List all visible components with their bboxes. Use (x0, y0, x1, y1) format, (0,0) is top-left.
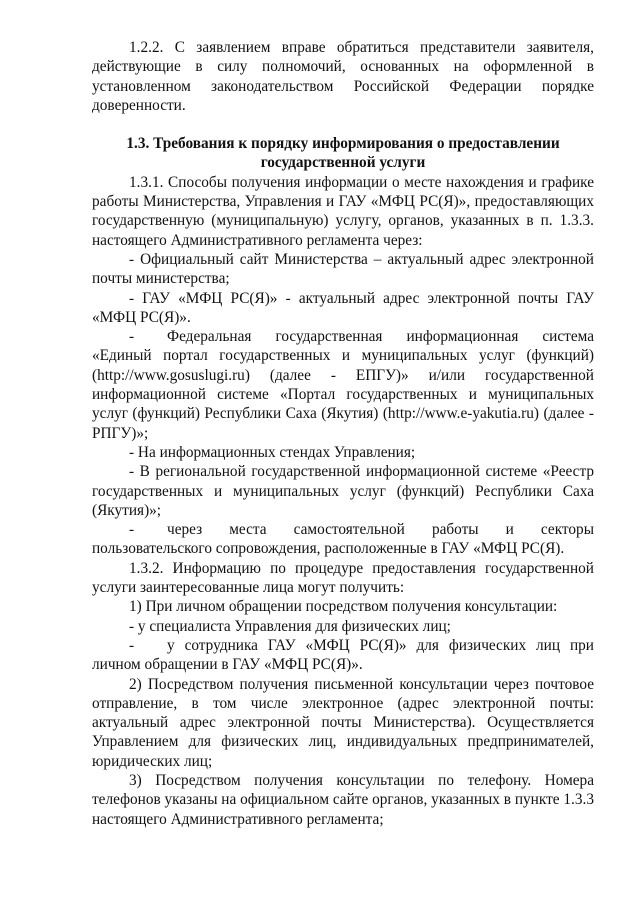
list-dash: - (129, 636, 135, 654)
list-item-epgu (92, 327, 594, 443)
list-dash: - (129, 521, 135, 539)
list-item-official-site: - Официальный сайт Министерства – актуальный адрес электронной почты министерства; (92, 250, 594, 288)
list-item-self-service-text: через места самостоятельной работы и секторы пользовательского сопровождения, расположенные в ГАУ «МФЦ РС(Я). (92, 521, 594, 558)
document-page (92, 38, 594, 829)
list-item-self-service (92, 520, 594, 559)
spacer (92, 115, 594, 134)
list-item-epgu-text: Федеральная государственная информационная система «Единый портал государственных и муниципальных услуг (функций) (http://www.gosuslugi.ru) (далее - ЕПГУ)» и/или государственной информационной системе «Портал государственных и муниципальных услуг (функций) Республики Саха (Якутия) (http://www.e-yakutia.ru) (далее - РПГУ)»; (92, 328, 594, 442)
list-item-gau-mfc: - ГАУ «МФЦ РС(Я)» - актуальный адрес электронной почты ГАУ «МФЦ РС(Я)». (92, 289, 594, 326)
list-item-specialist: - у специалиста Управления для физических лиц; (129, 617, 451, 635)
paragraph-1-3-2: 1.3.2. Информацию по процедуре предоставления государственной услуги заинтересованные лица могут получить: (92, 559, 594, 597)
list-item-mfc-employee-text: у сотрудника ГАУ «МФЦ РС(Я)» для физических лиц при личном обращении в ГАУ «МФЦ РС(Я)». (92, 636, 594, 674)
list-item-info-stands: - На информационных стендах Управления; (129, 443, 416, 461)
paragraph-written-consultation: 2) Посредством получения письменной консультации через почтовое отправление, в том числе электронное (адрес электронной почты: актуальный адрес электронной почты Министерства). Осуществляется Управлением для физических лиц, индивидуальных предпринимателей, юридических лиц; (92, 675, 594, 770)
list-item-mfc-employee (92, 636, 594, 675)
paragraph-phone-consultation: 3) Посредством получения консультации по телефону. Номера телефонов указаны на официальном сайте органов, указанных в пункте 1.3.3 настоящего Административного регламента; (92, 771, 594, 828)
paragraph-1-3-1: 1.3.1. Способы получения информации о месте нахождения и графике работы Министерства, Управления и ГАУ «МФЦ РС(Я)», предоставляющих государственную (муниципальную) услугу, органов, указанных в п. 1.3.3. настоящего Административного регламента через: (92, 173, 594, 249)
list-item-registry: - В региональной государственной информационной системе «Реестр государственных и муниципальных услуг (функций) Республики Саха (Якутия)»; (92, 463, 594, 519)
list-dash: - (129, 328, 135, 346)
section-heading-line-1: 1.3. Требования к порядку информирования о предоставлении (126, 135, 560, 153)
paragraph-personal-visit: 1) При личном обращении посредством получения консультации: (129, 598, 558, 616)
paragraph-1-2-2: 1.2.2. С заявлением вправе обратиться представители заявителя, действующие в силу полномочий, основанных на оформленной в установленном законодательством Российской Федерации порядке доверенности. (92, 39, 594, 114)
section-heading-line-2: государственной услуги (260, 154, 426, 172)
